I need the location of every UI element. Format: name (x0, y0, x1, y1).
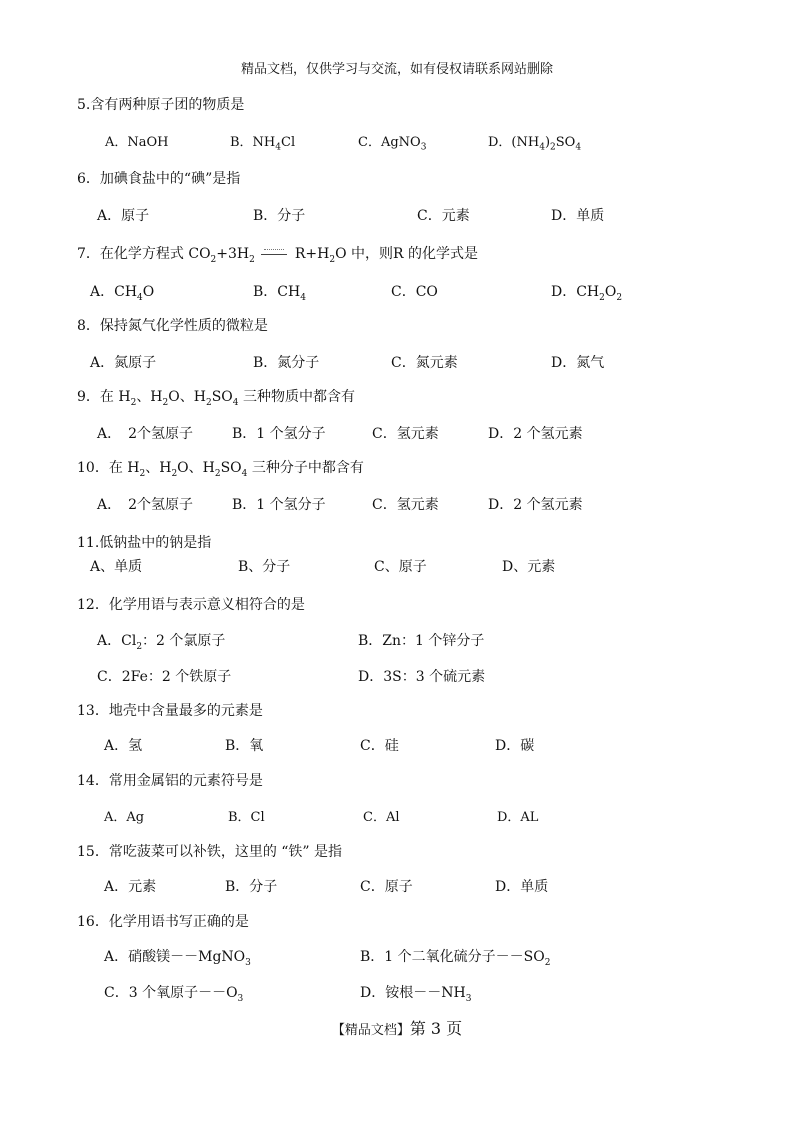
question-16-stem: 16．化学用语书写正确的是 (77, 914, 249, 930)
question-5-stem: 5.含有两种原子团的物质是 (77, 97, 245, 113)
reaction-arrow-icon (261, 249, 287, 259)
question-6-option-d: D．单质 (551, 208, 605, 224)
question-13-option-a: A．氢 (104, 738, 143, 754)
footer-bracket: 【精品文档】 (331, 1023, 410, 1038)
question-12-option-d: D．3S：3 个硫元素 (358, 669, 486, 685)
question-15-stem: 15．常吃菠菜可以补铁，这里的 “铁” 是指 (77, 844, 343, 860)
question-16-option-c: C．3 个氧原子$--O_3$ (104, 985, 244, 1004)
question-15-option-d: D．单质 (495, 879, 549, 895)
question-13-option-b: B．氧 (225, 738, 264, 754)
question-8-option-b: B．氮分子 (253, 355, 320, 371)
question-7-stem: 7．在化学方程式 $CO_2+3H_2$ $R+H_2O$ 中，则R 的化学式是 (77, 246, 479, 265)
question-11-option-d: D、元素 (502, 559, 556, 575)
question-8-option-a: A．氮原子 (90, 355, 157, 371)
question-13-option-c: C．硅 (360, 738, 399, 754)
question-10-option-d: D．2 个氢元素 (488, 497, 583, 513)
question-6-option-b: B．分子 (253, 208, 306, 224)
question-10-option-c: C．氢元素 (372, 497, 439, 513)
question-13-option-d: D．碳 (495, 738, 535, 754)
question-11-option-c: C、原子 (374, 559, 427, 575)
question-6-option-a: A．原子 (97, 208, 150, 224)
question-7-option-d: D．$CH_2O_2$ (551, 284, 623, 303)
question-5-option-c: C．AgNO$_3$ (358, 135, 427, 153)
question-12-option-b: B．Zn：1 个锌分子 (358, 633, 485, 649)
question-7-option-a: A．$CH_4O$ (90, 284, 155, 303)
question-9-option-c: C．氢元素 (372, 426, 439, 442)
question-9-option-d: D．2 个氢元素 (488, 426, 583, 442)
question-14-stem: 14．常用金属铝的元素符号是 (77, 773, 263, 789)
question-10-option-b: B．1 个氢分子 (232, 497, 326, 513)
question-8-option-d: D．氮气 (551, 355, 605, 371)
question-14-option-a: A．Ag (104, 810, 145, 825)
question-16-option-b: B．1 个二氧化硫分子$--SO_2$ (360, 949, 551, 968)
question-6-stem: 6．加碘食盐中的“碘”是指 (77, 171, 241, 187)
page-number: 第 3 页 (409, 1019, 463, 1038)
question-13-stem: 13．地壳中含量最多的元素是 (77, 703, 263, 719)
question-11-stem: 11.低钠盐中的钠是指 (77, 535, 212, 551)
question-14-option-d: D．AL (497, 810, 539, 825)
question-9-option-a: A． 2个氢原子 (97, 426, 194, 442)
question-10-option-a: A． 2个氢原子 (97, 497, 194, 513)
question-15-option-c: C．原子 (360, 879, 413, 895)
question-8-stem: 8．保持氮气化学性质的微粒是 (77, 318, 268, 334)
question-16-option-a: A．硝酸镁－－MgNO$_3$ (104, 949, 251, 968)
question-5-option-d: D．$(NH_4)_2SO_4$ (488, 135, 582, 153)
question-9-stem: 9．在 $H_2$、$H_2O$、$H_2SO_4$ 三种物质中都含有 (77, 389, 355, 408)
question-10-stem: 10．在 $H_2$、$H_2O$、$H_2SO_4$ 三种分子中都含有 (77, 460, 364, 479)
question-7-option-b: B．$CH_4$ (253, 284, 306, 303)
question-14-option-b: B．Cl (228, 810, 265, 825)
page-footer (0, 1016, 794, 1039)
page-header: 精品文档，仅供学习与交流，如有侵权请联系网站删除 (240, 62, 553, 77)
question-9-option-b: B．1 个氢分子 (232, 426, 326, 442)
question-12-option-c: C．2Fe：2 个铁原子 (97, 669, 232, 685)
question-11-option-b: B、分子 (238, 559, 291, 575)
question-12-option-a: A．$Cl_2$：2 个氯原子 (97, 633, 226, 652)
question-11-option-a: A、单质 (90, 559, 143, 575)
question-6-option-c: C．元素 (417, 208, 470, 224)
question-7-option-c: C．CO (391, 284, 438, 300)
question-5-option-b: B．$NH_4Cl$ (230, 135, 296, 153)
question-12-stem: 12．化学用语与表示意义相符合的是 (77, 597, 305, 613)
question-15-option-b: B．分子 (225, 879, 278, 895)
question-5-option-a: A．NaOH (105, 135, 169, 150)
question-8-option-c: C．氮元素 (391, 355, 458, 371)
question-14-option-c: C．Al (363, 810, 400, 825)
question-15-option-a: A．元素 (104, 879, 157, 895)
question-16-option-d: D．铵根$--NH_3$ (360, 985, 472, 1004)
